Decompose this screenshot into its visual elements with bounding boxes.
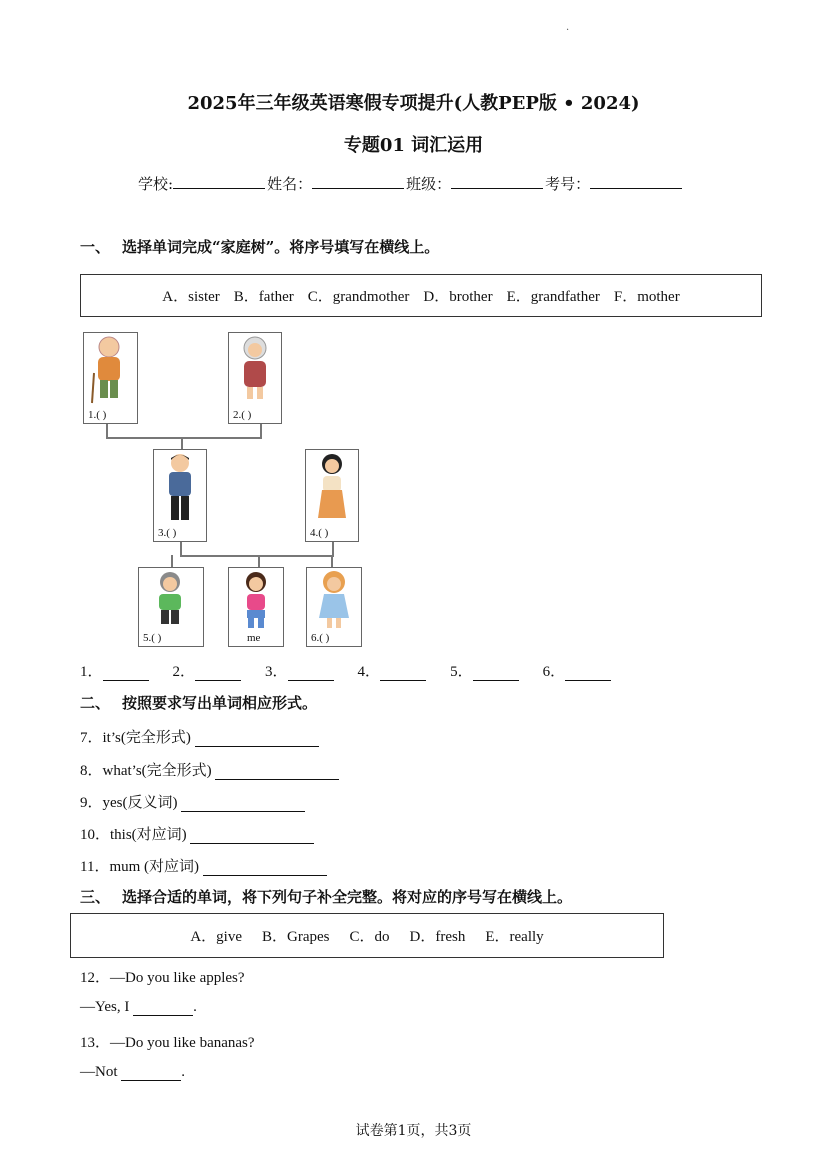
exam-number-field[interactable] [590,170,682,189]
question-10: 10．this(对应词) [80,823,314,844]
answer-blank[interactable] [121,1066,181,1081]
student-info-row [138,170,684,194]
name-label: 姓名： [267,175,313,193]
page-title: 2025年三年级英语寒假专项提升(人教PEP版 • 2024) [187,93,640,114]
word-bank-option: B．Grapes [262,929,330,945]
word-bank-option: C．do [349,929,390,945]
class-field[interactable] [451,170,543,189]
mother-icon [306,450,358,524]
answer-blank[interactable] [203,861,327,876]
section1-instruction: 选择单词完成“家庭树”。将序号填写在横线上。 [122,238,440,256]
section1-heading [80,236,439,257]
page-subtitle: 专题01 词汇运用 [343,135,484,156]
sister-icon [307,568,361,630]
question-13: 13．—Do you like bananas? [80,1035,255,1051]
question-13-answer: —Not . [80,1064,185,1080]
word-bank-option: E．grandfather [506,289,600,305]
class-label: 班级： [406,175,452,193]
word-bank-option: E．really [485,929,544,945]
word-bank-option: D．brother [423,289,493,305]
card-label-me: me [247,632,261,644]
corner-mark: . [566,22,570,33]
section1-number: 一、 [80,238,111,256]
word-bank-option: A．give [190,929,242,945]
card-label: 4.( ) [310,527,329,539]
question-9: 9．yes(反义词) [80,791,305,812]
family-card-2 [228,332,282,424]
word-bank-option: D．fresh [409,929,466,945]
answer-blank[interactable] [195,666,241,681]
word-bank-option: A．sister [162,289,220,305]
question-12: 12．—Do you like apples? [80,970,245,986]
answer-blank[interactable] [190,829,314,844]
father-icon [154,450,206,524]
answer-item: 1． [80,660,149,681]
word-bank-option: B．father [233,289,294,305]
question-12-answer: —Yes, I . [80,999,197,1015]
answer-blank[interactable] [288,666,334,681]
family-card-1 [83,332,138,424]
word-bank-option: F．mother [613,289,680,305]
family-card-4 [305,449,359,542]
school-field[interactable] [173,170,265,189]
answer-blank[interactable] [473,666,519,681]
section1-word-bank [80,274,762,317]
answer-blank[interactable] [133,1001,193,1016]
answer-item: 3． [265,660,334,681]
card-label: 1.( ) [88,409,107,421]
family-tree [80,330,380,650]
card-label: 3.( ) [158,527,177,539]
family-card-3 [153,449,207,542]
family-card-me [228,567,284,647]
family-card-5 [138,567,204,647]
card-label: 5.( ) [143,632,162,644]
answer-blank[interactable] [215,765,339,780]
answer-item: 6． [543,660,612,681]
question-8: 8．what’s(完全形式) [80,759,339,780]
page-footer: 试卷第1页，共3页 [355,1123,472,1139]
answer-blank[interactable] [103,666,149,681]
school-label: 学校: [138,175,174,193]
card-label: 2.( ) [233,409,252,421]
grandmother-icon [229,333,281,405]
section3-heading [80,886,572,907]
name-field[interactable] [312,170,404,189]
answer-blank[interactable] [195,732,319,747]
section2-heading [80,692,317,713]
question-11: 11．mum (对应词) [80,855,327,876]
grandfather-icon [84,333,136,405]
section3-instruction: 选择合适的单词，将下列句子补全完整。将对应的序号写在横线上。 [122,888,573,906]
section1-answer-row [80,660,635,681]
section2-instruction: 按照要求写出单词相应形式。 [122,694,318,712]
section3-word-bank [70,913,664,958]
answer-blank[interactable] [380,666,426,681]
answer-blank[interactable] [565,666,611,681]
answer-item: 4． [358,660,427,681]
exam-number-label: 考号： [545,175,591,193]
family-card-6 [306,567,362,647]
answer-item: 5． [450,660,519,681]
answer-item: 2． [173,660,242,681]
girl-me-icon [229,568,283,630]
answer-blank[interactable] [181,797,305,812]
word-bank-option: C．grandmother [307,289,410,305]
section2-number: 二、 [80,694,111,712]
card-label: 6.( ) [311,632,330,644]
question-7: 7．it’s(完全形式) [80,726,319,747]
section3-number: 三、 [80,888,111,906]
brother-icon [139,568,201,630]
